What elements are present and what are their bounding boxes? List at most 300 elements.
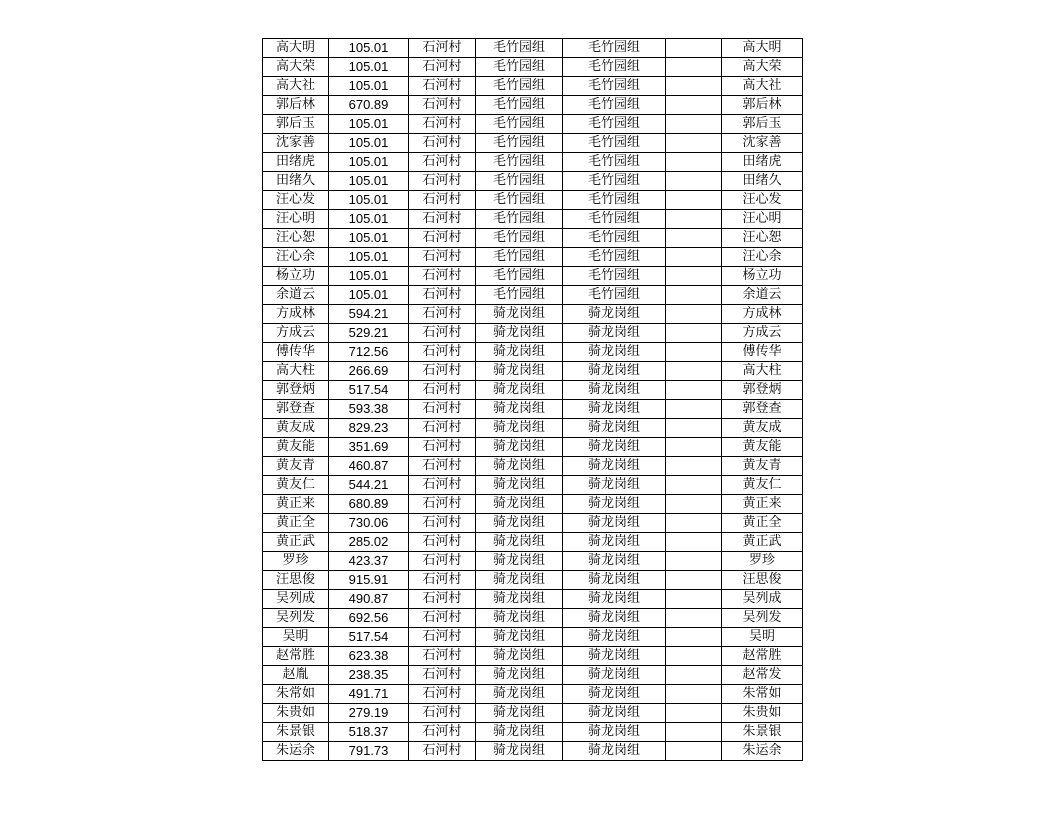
blank-cell [666,77,722,96]
name-cell: 黄友青 [263,457,329,476]
village-cell: 石河村 [409,666,476,685]
table-row [263,590,803,609]
name-cell: 汪思俊 [263,571,329,590]
area-cell: 105.01 [329,153,409,172]
group-cell: 毛竹园组 [476,210,563,229]
group2-cell: 毛竹园组 [563,191,666,210]
group-cell: 毛竹园组 [476,229,563,248]
group-cell: 骑龙岗组 [476,704,563,723]
blank-cell [666,191,722,210]
table-row [263,533,803,552]
group-cell: 骑龙岗组 [476,362,563,381]
name-cell: 田绪虎 [263,153,329,172]
name2-cell: 黄友能 [722,438,803,457]
group2-cell: 骑龙岗组 [563,381,666,400]
name-cell: 黄友仁 [263,476,329,495]
name-cell: 黄正来 [263,495,329,514]
group-cell: 骑龙岗组 [476,552,563,571]
blank-cell [666,723,722,742]
table-row [263,628,803,647]
blank-cell [666,438,722,457]
blank-cell [666,362,722,381]
area-cell: 915.91 [329,571,409,590]
group2-cell: 骑龙岗组 [563,362,666,381]
table-row [263,647,803,666]
name2-cell: 郭登查 [722,400,803,419]
area-cell: 791.73 [329,742,409,761]
village-cell: 石河村 [409,609,476,628]
spreadsheet-page [262,38,803,761]
village-cell: 石河村 [409,704,476,723]
village-cell: 石河村 [409,742,476,761]
group-cell: 毛竹园组 [476,248,563,267]
table-row [263,248,803,267]
name-cell: 朱运余 [263,742,329,761]
table-row [263,172,803,191]
table-row [263,286,803,305]
area-cell: 105.01 [329,134,409,153]
area-cell: 594.21 [329,305,409,324]
group-cell: 骑龙岗组 [476,685,563,704]
blank-cell [666,457,722,476]
group2-cell: 骑龙岗组 [563,628,666,647]
group2-cell: 骑龙岗组 [563,590,666,609]
village-cell: 石河村 [409,647,476,666]
blank-cell [666,381,722,400]
name2-cell: 郭后玉 [722,115,803,134]
group2-cell: 毛竹园组 [563,267,666,286]
group2-cell: 毛竹园组 [563,210,666,229]
table-row [263,685,803,704]
table-row [263,666,803,685]
group-cell: 骑龙岗组 [476,495,563,514]
area-cell: 285.02 [329,533,409,552]
village-cell: 石河村 [409,210,476,229]
blank-cell [666,628,722,647]
village-cell: 石河村 [409,438,476,457]
name2-cell: 田绪久 [722,172,803,191]
blank-cell [666,476,722,495]
group-cell: 骑龙岗组 [476,305,563,324]
name-cell: 方成云 [263,324,329,343]
name-cell: 黄友能 [263,438,329,457]
blank-cell [666,305,722,324]
area-cell: 670.89 [329,96,409,115]
village-cell: 石河村 [409,400,476,419]
group2-cell: 毛竹园组 [563,77,666,96]
area-cell: 266.69 [329,362,409,381]
name2-cell: 高大柱 [722,362,803,381]
group-cell: 骑龙岗组 [476,590,563,609]
name2-cell: 朱运余 [722,742,803,761]
blank-cell [666,96,722,115]
name-cell: 赵胤 [263,666,329,685]
name2-cell: 吴列成 [722,590,803,609]
name2-cell: 黄友青 [722,457,803,476]
blank-cell [666,39,722,58]
group2-cell: 骑龙岗组 [563,343,666,362]
village-cell: 石河村 [409,533,476,552]
group2-cell: 骑龙岗组 [563,514,666,533]
group2-cell: 骑龙岗组 [563,457,666,476]
area-cell: 692.56 [329,609,409,628]
table-row [263,77,803,96]
group2-cell: 骑龙岗组 [563,704,666,723]
blank-cell [666,704,722,723]
blank-cell [666,495,722,514]
name-cell: 汪心发 [263,191,329,210]
name-cell: 杨立功 [263,267,329,286]
group-cell: 骑龙岗组 [476,533,563,552]
area-cell: 680.89 [329,495,409,514]
name-cell: 郭后林 [263,96,329,115]
group2-cell: 毛竹园组 [563,286,666,305]
blank-cell [666,571,722,590]
area-cell: 105.01 [329,248,409,267]
area-cell: 105.01 [329,39,409,58]
blank-cell [666,666,722,685]
blank-cell [666,153,722,172]
village-cell: 石河村 [409,248,476,267]
name2-cell: 汪思俊 [722,571,803,590]
area-cell: 351.69 [329,438,409,457]
name2-cell: 朱景银 [722,723,803,742]
table-row [263,552,803,571]
table-row [263,438,803,457]
group-cell: 骑龙岗组 [476,476,563,495]
area-cell: 105.01 [329,191,409,210]
area-cell: 593.38 [329,400,409,419]
group-cell: 骑龙岗组 [476,343,563,362]
name-cell: 高大明 [263,39,329,58]
name2-cell: 汪心恕 [722,229,803,248]
group-cell: 毛竹园组 [476,286,563,305]
name2-cell: 黄友成 [722,419,803,438]
name2-cell: 方成云 [722,324,803,343]
name2-cell: 罗珍 [722,552,803,571]
blank-cell [666,533,722,552]
blank-cell [666,419,722,438]
name-cell: 汪心恕 [263,229,329,248]
village-cell: 石河村 [409,343,476,362]
table-row [263,495,803,514]
village-cell: 石河村 [409,476,476,495]
village-cell: 石河村 [409,723,476,742]
village-cell: 石河村 [409,457,476,476]
area-cell: 490.87 [329,590,409,609]
village-cell: 石河村 [409,305,476,324]
group2-cell: 骑龙岗组 [563,533,666,552]
village-cell: 石河村 [409,514,476,533]
table-row [263,704,803,723]
village-cell: 石河村 [409,115,476,134]
group-cell: 毛竹园组 [476,134,563,153]
name-cell: 郭登炳 [263,381,329,400]
group2-cell: 骑龙岗组 [563,438,666,457]
group-cell: 骑龙岗组 [476,457,563,476]
group-cell: 骑龙岗组 [476,742,563,761]
name-cell: 沈家善 [263,134,329,153]
name-cell: 汪心余 [263,248,329,267]
group2-cell: 骑龙岗组 [563,723,666,742]
area-cell: 517.54 [329,628,409,647]
group2-cell: 骑龙岗组 [563,571,666,590]
village-cell: 石河村 [409,628,476,647]
name2-cell: 吴列发 [722,609,803,628]
name-cell: 罗珍 [263,552,329,571]
area-cell: 730.06 [329,514,409,533]
blank-cell [666,514,722,533]
name2-cell: 杨立功 [722,267,803,286]
group-cell: 骑龙岗组 [476,400,563,419]
name2-cell: 黄正武 [722,533,803,552]
area-cell: 105.01 [329,210,409,229]
village-cell: 石河村 [409,134,476,153]
group2-cell: 毛竹园组 [563,153,666,172]
name2-cell: 余道云 [722,286,803,305]
group-cell: 骑龙岗组 [476,381,563,400]
name-cell: 吴明 [263,628,329,647]
group2-cell: 骑龙岗组 [563,685,666,704]
name2-cell: 田绪虎 [722,153,803,172]
name2-cell: 傅传华 [722,343,803,362]
area-cell: 105.01 [329,267,409,286]
group2-cell: 毛竹园组 [563,96,666,115]
blank-cell [666,343,722,362]
group-cell: 毛竹园组 [476,191,563,210]
group-cell: 骑龙岗组 [476,514,563,533]
blank-cell [666,286,722,305]
name2-cell: 黄正全 [722,514,803,533]
group2-cell: 骑龙岗组 [563,400,666,419]
group2-cell: 骑龙岗组 [563,742,666,761]
blank-cell [666,590,722,609]
group-cell: 毛竹园组 [476,77,563,96]
name2-cell: 汪心明 [722,210,803,229]
village-cell: 石河村 [409,172,476,191]
group2-cell: 骑龙岗组 [563,647,666,666]
group2-cell: 毛竹园组 [563,248,666,267]
table-row [263,723,803,742]
table-row [263,115,803,134]
blank-cell [666,685,722,704]
name-cell: 余道云 [263,286,329,305]
name-cell: 汪心明 [263,210,329,229]
village-cell: 石河村 [409,324,476,343]
name2-cell: 朱贵如 [722,704,803,723]
group-cell: 毛竹园组 [476,153,563,172]
village-cell: 石河村 [409,495,476,514]
table-row [263,476,803,495]
name2-cell: 黄正来 [722,495,803,514]
table-body [263,39,803,761]
name-cell: 吴列成 [263,590,329,609]
group2-cell: 骑龙岗组 [563,476,666,495]
table-row [263,229,803,248]
village-cell: 石河村 [409,77,476,96]
name-cell: 方成林 [263,305,329,324]
group-cell: 骑龙岗组 [476,438,563,457]
name2-cell: 高大社 [722,77,803,96]
table-row [263,362,803,381]
name2-cell: 郭登炳 [722,381,803,400]
village-cell: 石河村 [409,96,476,115]
area-cell: 279.19 [329,704,409,723]
blank-cell [666,647,722,666]
village-cell: 石河村 [409,571,476,590]
village-cell: 石河村 [409,229,476,248]
name2-cell: 高大荣 [722,58,803,77]
name-cell: 黄正全 [263,514,329,533]
group2-cell: 毛竹园组 [563,134,666,153]
data-table [262,38,803,761]
village-cell: 石河村 [409,685,476,704]
blank-cell [666,324,722,343]
name2-cell: 方成林 [722,305,803,324]
table-row [263,96,803,115]
table-row [263,134,803,153]
area-cell: 238.35 [329,666,409,685]
group2-cell: 骑龙岗组 [563,495,666,514]
group-cell: 毛竹园组 [476,172,563,191]
name-cell: 田绪久 [263,172,329,191]
name2-cell: 沈家善 [722,134,803,153]
area-cell: 623.38 [329,647,409,666]
group2-cell: 骑龙岗组 [563,305,666,324]
village-cell: 石河村 [409,153,476,172]
village-cell: 石河村 [409,39,476,58]
area-cell: 105.01 [329,77,409,96]
blank-cell [666,134,722,153]
area-cell: 105.01 [329,172,409,191]
blank-cell [666,400,722,419]
name2-cell: 汪心余 [722,248,803,267]
village-cell: 石河村 [409,590,476,609]
table-row [263,210,803,229]
group2-cell: 毛竹园组 [563,39,666,58]
village-cell: 石河村 [409,286,476,305]
area-cell: 105.01 [329,229,409,248]
blank-cell [666,267,722,286]
group2-cell: 毛竹园组 [563,172,666,191]
group-cell: 骑龙岗组 [476,609,563,628]
table-row [263,58,803,77]
name-cell: 傅传华 [263,343,329,362]
area-cell: 517.54 [329,381,409,400]
name-cell: 赵常胜 [263,647,329,666]
village-cell: 石河村 [409,381,476,400]
table-row [263,305,803,324]
area-cell: 518.37 [329,723,409,742]
village-cell: 石河村 [409,362,476,381]
name-cell: 朱常如 [263,685,329,704]
village-cell: 石河村 [409,58,476,77]
table-row [263,419,803,438]
group2-cell: 骑龙岗组 [563,552,666,571]
group-cell: 骑龙岗组 [476,628,563,647]
name2-cell: 赵常发 [722,666,803,685]
name2-cell: 黄友仁 [722,476,803,495]
name2-cell: 赵常胜 [722,647,803,666]
table-row [263,514,803,533]
group-cell: 毛竹园组 [476,96,563,115]
group2-cell: 骑龙岗组 [563,324,666,343]
group-cell: 骑龙岗组 [476,723,563,742]
group2-cell: 骑龙岗组 [563,609,666,628]
blank-cell [666,742,722,761]
group-cell: 毛竹园组 [476,39,563,58]
name-cell: 高大柱 [263,362,329,381]
table-row [263,39,803,58]
name-cell: 高大社 [263,77,329,96]
group-cell: 毛竹园组 [476,267,563,286]
table-row [263,609,803,628]
table-row [263,571,803,590]
name-cell: 郭后玉 [263,115,329,134]
name2-cell: 郭后林 [722,96,803,115]
group2-cell: 毛竹园组 [563,115,666,134]
name-cell: 朱景银 [263,723,329,742]
village-cell: 石河村 [409,191,476,210]
name-cell: 吴列发 [263,609,329,628]
name2-cell: 朱常如 [722,685,803,704]
group-cell: 毛竹园组 [476,115,563,134]
table-row [263,742,803,761]
group-cell: 毛竹园组 [476,58,563,77]
name2-cell: 高大明 [722,39,803,58]
group-cell: 骑龙岗组 [476,419,563,438]
area-cell: 460.87 [329,457,409,476]
table-row [263,343,803,362]
area-cell: 491.71 [329,685,409,704]
blank-cell [666,172,722,191]
blank-cell [666,609,722,628]
group-cell: 骑龙岗组 [476,647,563,666]
area-cell: 105.01 [329,286,409,305]
table-row [263,324,803,343]
table-row [263,381,803,400]
blank-cell [666,552,722,571]
area-cell: 529.21 [329,324,409,343]
name-cell: 黄正武 [263,533,329,552]
blank-cell [666,229,722,248]
area-cell: 423.37 [329,552,409,571]
group2-cell: 骑龙岗组 [563,666,666,685]
table-row [263,191,803,210]
table-row [263,457,803,476]
area-cell: 829.23 [329,419,409,438]
table-row [263,153,803,172]
name-cell: 郭登查 [263,400,329,419]
village-cell: 石河村 [409,419,476,438]
table-row [263,267,803,286]
group-cell: 骑龙岗组 [476,571,563,590]
group2-cell: 毛竹园组 [563,229,666,248]
table-row [263,400,803,419]
village-cell: 石河村 [409,552,476,571]
name2-cell: 汪心发 [722,191,803,210]
blank-cell [666,210,722,229]
name2-cell: 吴明 [722,628,803,647]
group-cell: 骑龙岗组 [476,324,563,343]
name-cell: 黄友成 [263,419,329,438]
blank-cell [666,58,722,77]
blank-cell [666,248,722,267]
area-cell: 544.21 [329,476,409,495]
group2-cell: 骑龙岗组 [563,419,666,438]
area-cell: 105.01 [329,115,409,134]
name-cell: 高大荣 [263,58,329,77]
